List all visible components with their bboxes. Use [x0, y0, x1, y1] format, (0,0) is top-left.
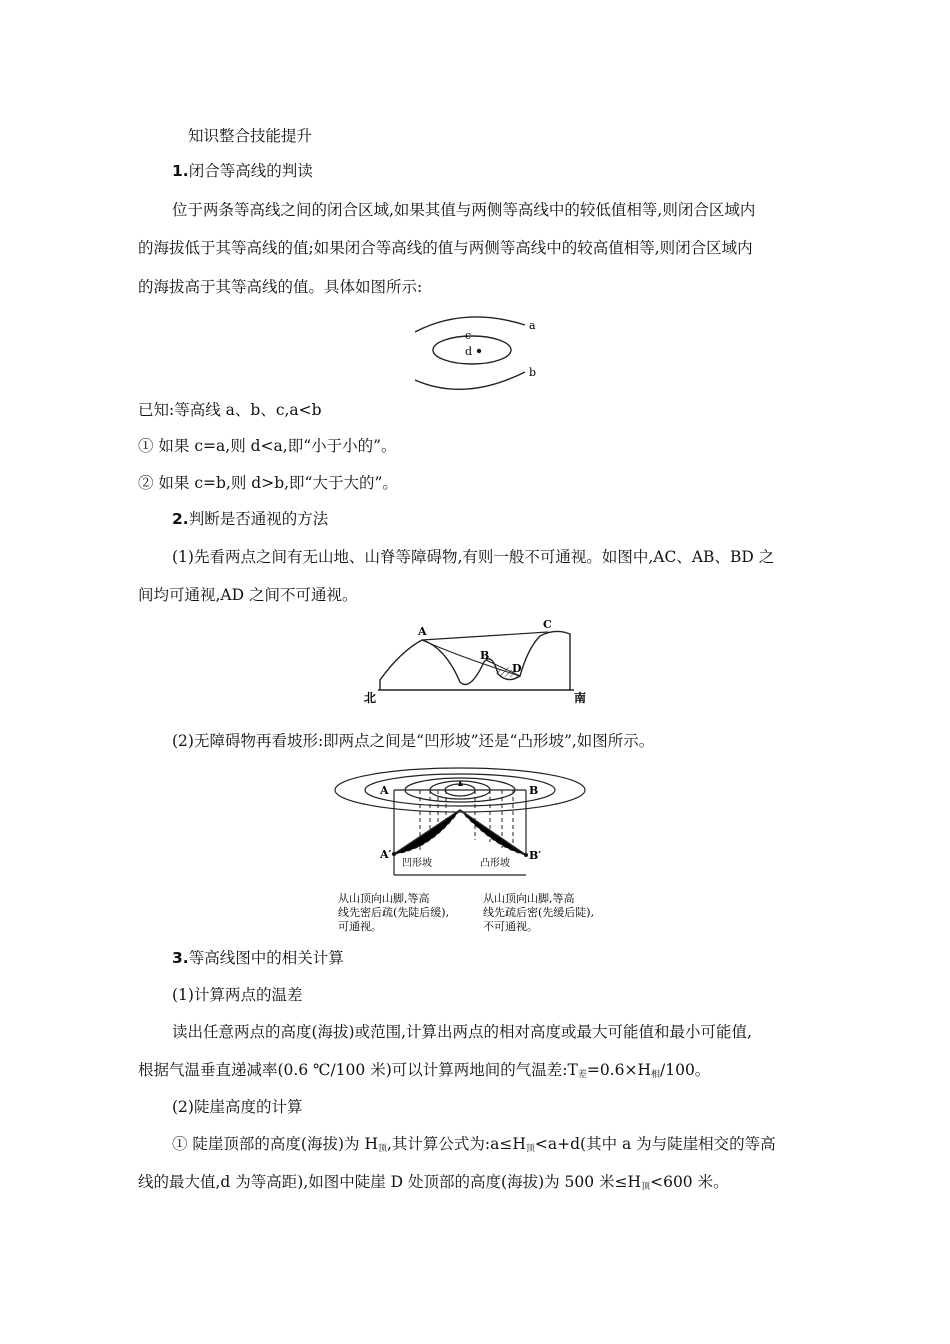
text-run: <a+d(其中 a 为与陡崖相交的等高 — [534, 1135, 776, 1153]
section-3-number: 3. — [172, 949, 189, 967]
right-caption-line: 线先疏后密(先缓后陡), — [483, 906, 595, 919]
contour-label-c: c — [465, 329, 472, 342]
convex-slope-label: 凸形坡 — [480, 858, 510, 869]
paragraph: ② 如果 c=b,则 d>b,即“大于大的”。 — [138, 474, 398, 492]
paragraph: 已知:等高线 a、b、c,a<b — [138, 401, 322, 419]
section-1-number: 1. — [172, 162, 189, 180]
subscript: 顶 — [641, 1182, 651, 1192]
paragraph: 间均可通视,AD 之间不可通视。 — [138, 586, 358, 604]
point-label-a: A — [418, 625, 427, 638]
paragraph — [138, 1171, 818, 1198]
text-run: =0.6×H — [586, 1061, 651, 1079]
subscript: 顶 — [377, 1144, 387, 1154]
subscript: 差 — [577, 1070, 587, 1080]
direction-south-label: 南 — [574, 691, 587, 705]
paragraph: 的海拔低于其等高线的值;如果闭合等高线的值与两侧等高线中的较高值相等,则闭合区域内 — [138, 239, 753, 257]
paragraph — [172, 1133, 852, 1160]
right-caption-line: 从山顶向山脚,等高 — [483, 892, 575, 905]
text-run: ① 陡崖顶部的高度(海拔)为 H — [172, 1135, 378, 1153]
left-caption-line: 线先密后疏(先陡后缓), — [338, 906, 450, 919]
paragraph: ① 如果 c=a,则 d<a,即“小于小的”。 — [138, 437, 397, 455]
point-label-b: B — [529, 784, 539, 797]
point-label-d: D — [512, 662, 522, 675]
subscript: 顶 — [525, 1144, 535, 1154]
contour-label-a: a — [529, 319, 536, 332]
line-of-sight-profile-figure — [360, 612, 600, 707]
section-3-title-text: 等高线图中的相关计算 — [188, 949, 344, 967]
section-heading: 知识整合技能提升 — [188, 127, 313, 145]
closed-contour-figure — [405, 310, 555, 390]
point-label-b: B — [480, 649, 490, 662]
section-1-title — [172, 160, 852, 182]
section-1-title-text: 闭合等高线的判读 — [188, 162, 313, 180]
slope-shape-figure — [330, 760, 630, 940]
direction-north-label: 北 — [364, 691, 377, 705]
section-2-title — [172, 508, 852, 530]
paragraph: 的海拔高于其等高线的值。具体如图所示: — [138, 278, 423, 296]
point-label-a: A — [380, 784, 389, 797]
left-caption-line: 可通视。 — [338, 920, 382, 933]
point-label-b-prime: B′ — [529, 849, 542, 862]
subscript: 相 — [650, 1070, 660, 1080]
right-caption-line: 不可通视。 — [483, 920, 538, 933]
text-run: 线的最大值,d 为等高距),如图中陡崖 D 处顶部的高度(海拔)为 500 米≤H — [138, 1173, 642, 1191]
contour-label-d: d — [465, 345, 473, 358]
paragraph: 读出任意两点的高度(海拔)或范围,计算出两点的相对高度或最大可能值和最小可能值, — [172, 1023, 752, 1041]
section-2-number: 2. — [172, 510, 189, 528]
text-run: 根据气温垂直递减率(0.6 ℃/100 米)可以计算两地间的气温差:T — [138, 1061, 578, 1079]
paragraph: 位于两条等高线之间的闭合区域,如果其值与两侧等高线中的较低值相等,则闭合区域内 — [172, 201, 756, 219]
subsection-title: (2)陡崖高度的计算 — [172, 1098, 303, 1116]
text-run: <600 米。 — [650, 1173, 729, 1191]
left-caption-line: 从山顶向山脚,等高 — [338, 892, 430, 905]
paragraph — [138, 1059, 818, 1086]
text-run: ,其计算公式为:a≤H — [386, 1135, 526, 1153]
paragraph: (1)先看两点之间有无山地、山脊等障碍物,有则一般不可通视。如图中,AC、AB、BD 之 — [172, 548, 775, 566]
section-3-title — [172, 947, 852, 969]
point-label-a-prime: A′ — [380, 848, 392, 861]
contour-label-b: b — [529, 366, 537, 379]
subsection-title: (1)计算两点的温差 — [172, 986, 303, 1004]
paragraph: (2)无障碍物再看坡形:即两点之间是“凹形坡”还是“凸形坡”,如图所示。 — [172, 732, 655, 750]
text-run: /100。 — [660, 1061, 711, 1079]
concave-slope-label: 凹形坡 — [402, 858, 432, 869]
point-label-c: C — [543, 618, 552, 631]
section-2-title-text: 判断是否通视的方法 — [188, 510, 329, 528]
